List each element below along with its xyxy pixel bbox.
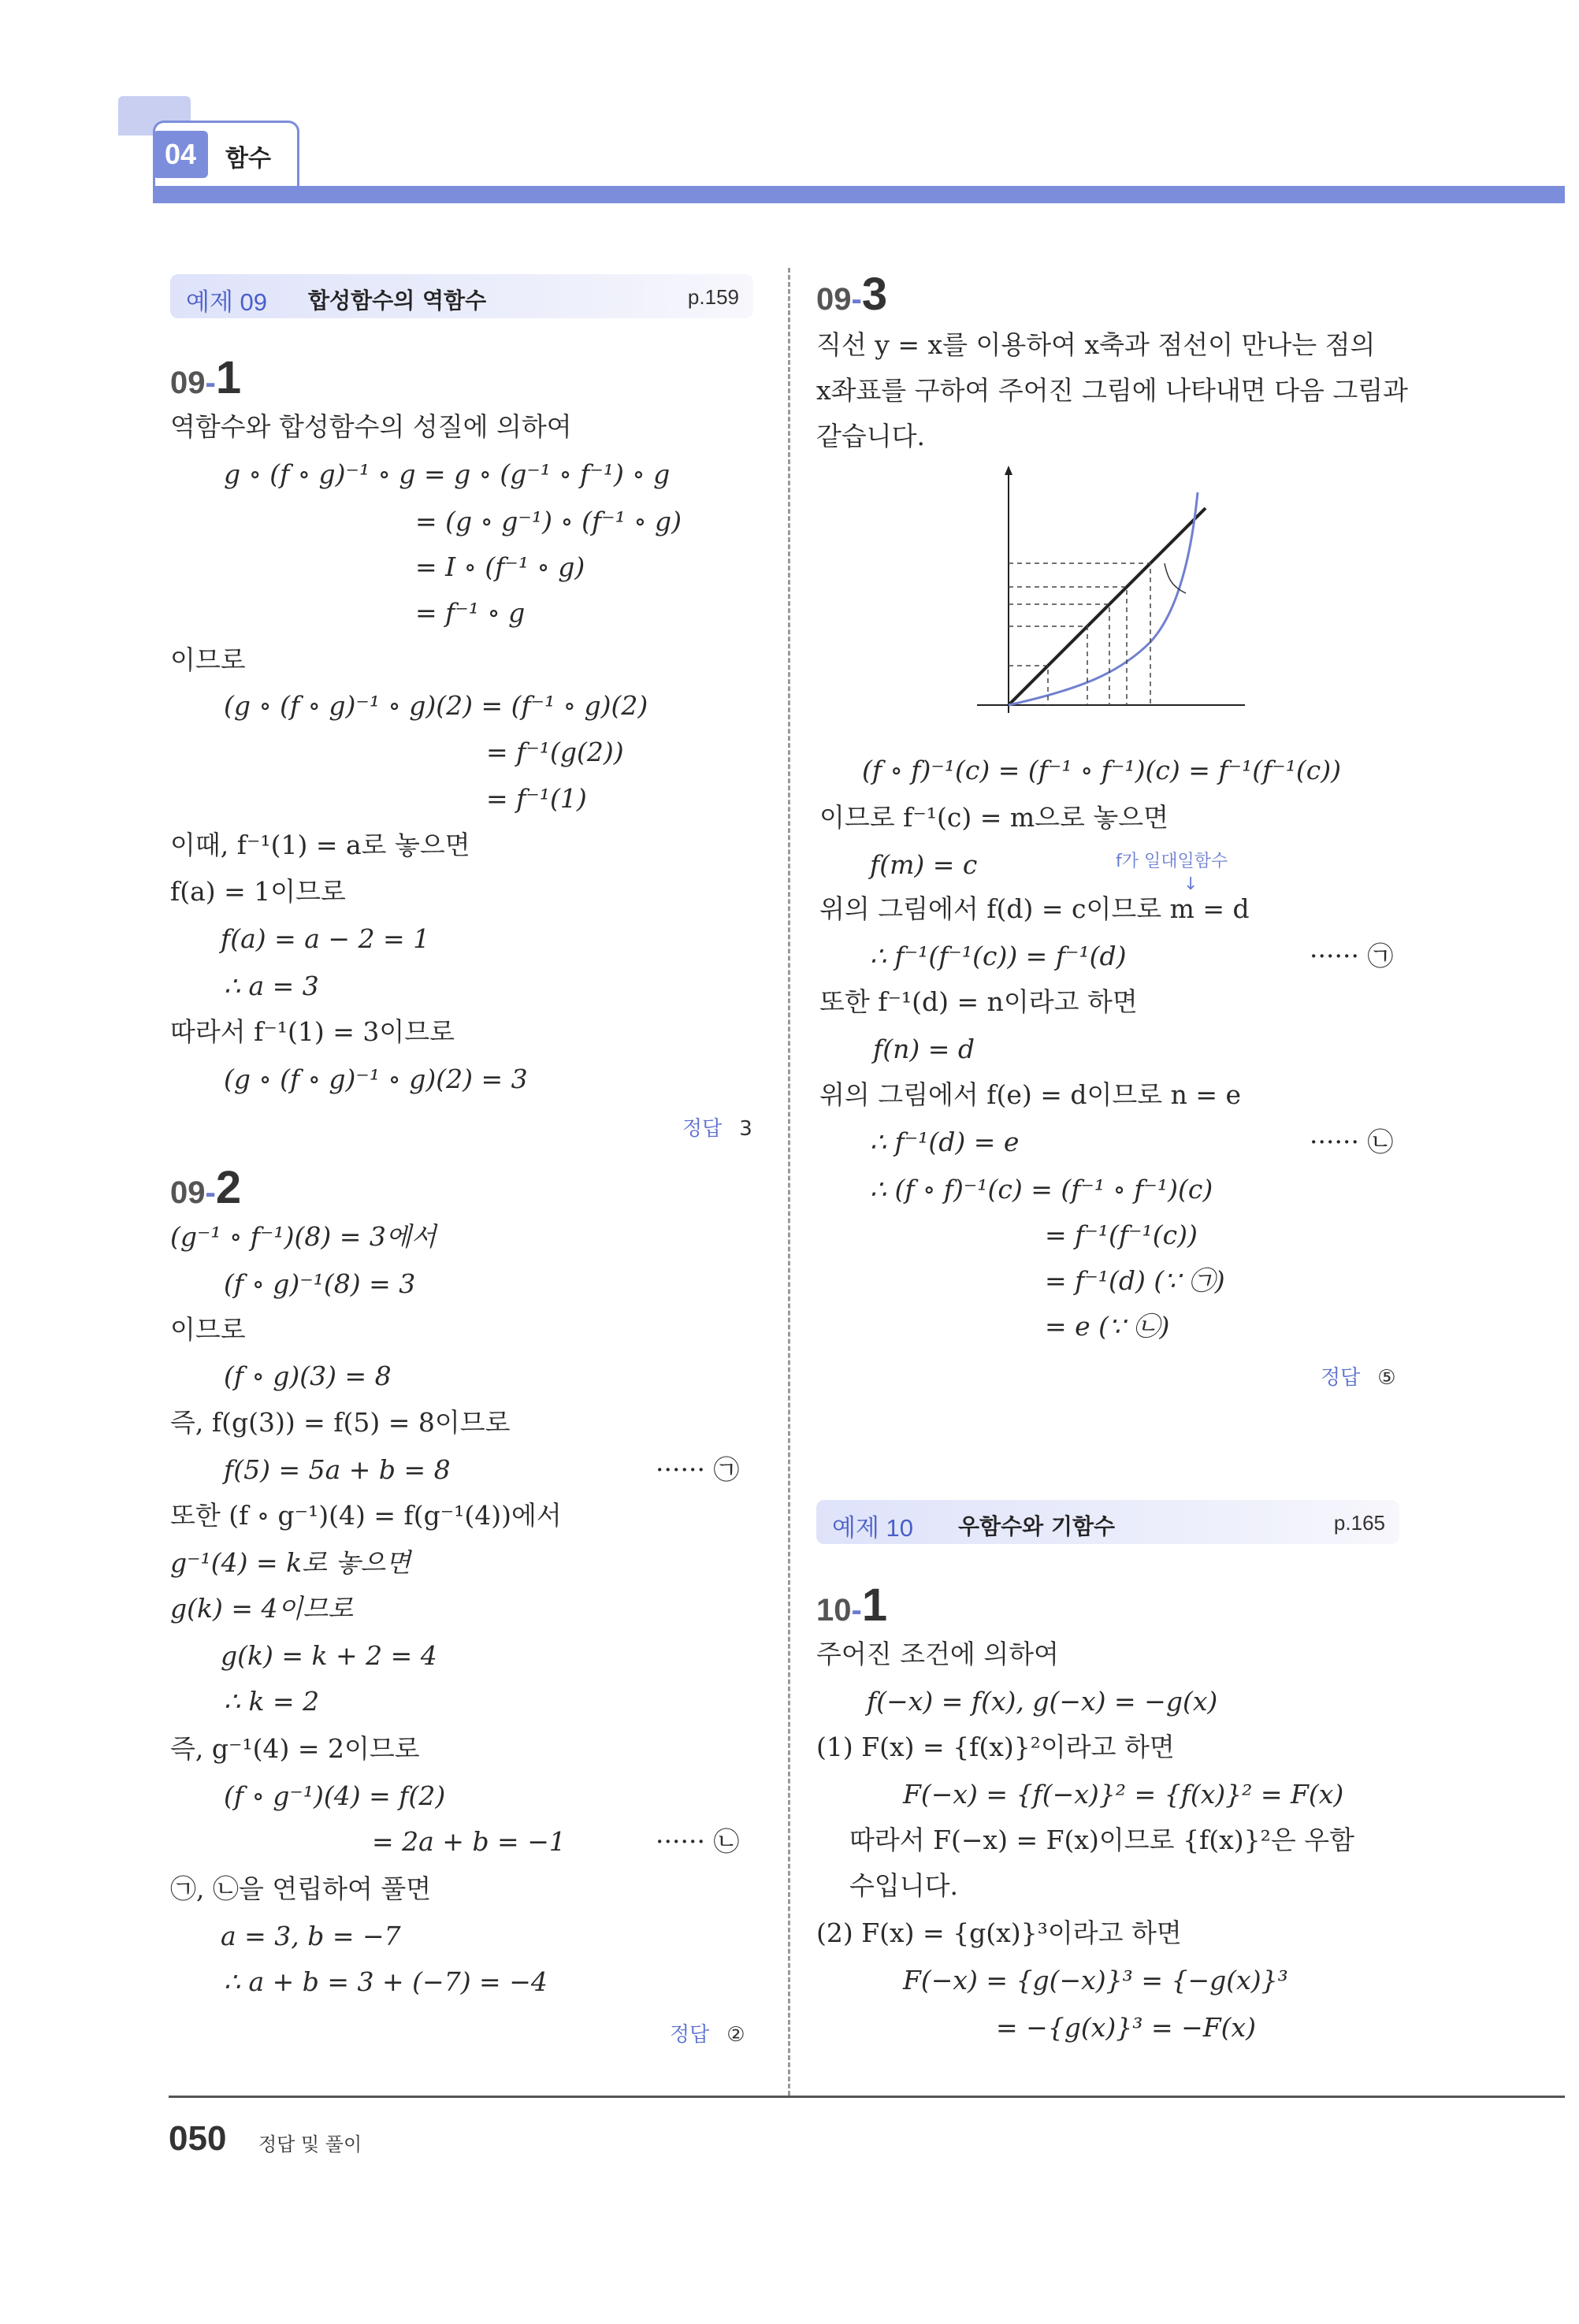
math-line: = (g ∘ g⁻¹) ∘ (f⁻¹ ∘ g): [415, 506, 682, 536]
chapter-title: 함수: [225, 145, 271, 173]
answer-label: 정답: [1321, 1366, 1361, 1390]
math-line: ∴ a + b = 3 + (−7) = −4: [224, 1966, 548, 1997]
marker: ······ ㉡: [656, 1826, 740, 1857]
math-line: ∴ f⁻¹(f⁻¹(c)) = f⁻¹(d): [870, 941, 1127, 971]
math-line: = f⁻¹(g(2)): [486, 737, 624, 767]
footer-rule: [169, 2096, 1565, 2098]
math-line: = f⁻¹ ∘ g: [415, 597, 526, 628]
math-line: g(k) = k + 2 = 4: [221, 1640, 437, 1671]
side-note: f가 일대일함수: [1116, 852, 1228, 871]
example-page-ref: p.165: [1333, 1511, 1385, 1535]
answer-value: ⑤: [1377, 1366, 1396, 1390]
text-line: 수입니다.: [849, 1870, 959, 1901]
math-line: = 2a + b = −1: [372, 1826, 566, 1857]
answer: [670, 2018, 745, 2047]
page-number: 050: [169, 2119, 227, 2158]
math-line: (g⁻¹ ∘ f⁻¹)(8) = 3에서: [170, 1221, 437, 1252]
math-line: ∴ a = 3: [224, 971, 319, 1001]
text-line: 이때, f⁻¹(1) = a로 놓으면: [170, 830, 470, 860]
text-line: 직선 y = x를 이용하여 x축과 점선이 만나는 점의: [816, 329, 1376, 360]
math-line: ∴ k = 2: [224, 1686, 320, 1717]
example-title: 합성함수의 역함수: [308, 288, 487, 314]
footer-label: 정답 및 풀이: [258, 2133, 362, 2155]
text-line: 즉, g⁻¹(4) = 2이므로: [170, 1733, 420, 1764]
text-line: 주어진 조건에 의하여: [816, 1639, 1059, 1669]
text-line: 위의 그림에서 f(e) = d이므로 n = e: [819, 1079, 1242, 1110]
example-10-bar: [816, 1500, 1399, 1544]
problem-number: 10-1: [816, 1580, 888, 1631]
chapter-number-badge: 04: [153, 131, 208, 178]
math-line: (f ∘ f)⁻¹(c) = (f⁻¹ ∘ f⁻¹)(c) = f⁻¹(f⁻¹(c)): [862, 755, 1342, 785]
math-line: f(m) = c: [870, 849, 978, 880]
text-line: 또한 f⁻¹(d) = n이라고 하면: [819, 986, 1138, 1017]
math-line: f(n) = d: [873, 1034, 975, 1064]
text-line: 위의 그림에서 f(d) = c이므로 m = d: [819, 893, 1250, 924]
curve-f: [1009, 492, 1198, 705]
math-line: (f ∘ g⁻¹)(4) = f(2): [224, 1780, 446, 1811]
math-line: ∴ (f ∘ f)⁻¹(c) = (f⁻¹ ∘ f⁻¹)(c): [870, 1174, 1213, 1205]
math-line: = f⁻¹(1): [486, 783, 587, 814]
example-label: 예제 09: [186, 288, 267, 316]
text-line: ㉠, ㉡을 연립하여 풀면: [170, 1873, 432, 1904]
math-line: g ∘ (f ∘ g)⁻¹ ∘ g = g ∘ (g⁻¹ ∘ f⁻¹) ∘ g: [224, 458, 671, 489]
marker: ······ ㉠: [656, 1454, 740, 1485]
math-line: = f⁻¹(d) (∵ ㉠): [1045, 1265, 1225, 1296]
math-line: = f⁻¹(f⁻¹(c)): [1045, 1220, 1198, 1250]
math-line: F(−x) = {g(−x)}³ = {−g(x)}³: [903, 1965, 1288, 1995]
text-line: 즉, f(g(3)) = f(5) = 8이므로: [170, 1407, 511, 1438]
line-y-equals-x: [1009, 508, 1206, 705]
math-line: (f ∘ g)(3) = 8: [224, 1361, 392, 1391]
math-line: (g ∘ (f ∘ g)⁻¹ ∘ g)(2) = 3: [224, 1064, 528, 1094]
example-title: 우함수와 기함수: [958, 1513, 1116, 1539]
text-line: 또한 (f ∘ g⁻¹)(4) = f(g⁻¹(4))에서: [170, 1500, 562, 1531]
math-line: (g ∘ (f ∘ g)⁻¹ ∘ g)(2) = (f⁻¹ ∘ g)(2): [224, 690, 648, 721]
answer-label: 정답: [670, 2023, 710, 2047]
answer-value: 3: [739, 1117, 752, 1141]
text-line: 따라서 F(−x) = F(x)이므로 {f(x)}²은 우함: [849, 1825, 1354, 1855]
problem-number: 09-3: [816, 269, 888, 320]
marker: ······ ㉠: [1310, 941, 1394, 971]
text-line: 따라서 f⁻¹(1) = 3이므로: [170, 1016, 455, 1047]
math-line: = e (∵ ㉡): [1045, 1311, 1170, 1342]
answer: [1321, 1361, 1396, 1390]
text-line: f(a) = 1이므로: [170, 876, 346, 907]
marker: ······ ㉡: [1310, 1127, 1394, 1157]
math-line: g(k) = 4이므로: [170, 1593, 354, 1624]
text-line: x좌표를 구하여 주어진 그림에 나타내면 다음 그림과: [816, 375, 1408, 406]
note-arrow: ↓: [1183, 874, 1198, 894]
text-line: 역함수와 합성함수의 성질에 의하여: [170, 411, 572, 442]
example-page-ref: p.159: [687, 285, 739, 309]
text-line: 같습니다.: [816, 421, 926, 451]
math-line: a = 3, b = −7: [221, 1921, 401, 1951]
text-line: 이므로: [170, 1314, 246, 1345]
header-rule: [153, 186, 1565, 203]
answer-label: 정답: [682, 1117, 723, 1141]
column-divider: [788, 268, 790, 2096]
problem-number: 09-2: [170, 1162, 242, 1213]
math-line: ∴ f⁻¹(d) = e: [870, 1127, 1020, 1157]
example-09-bar: [170, 274, 753, 318]
math-line: f(−x) = f(x), g(−x) = −g(x): [867, 1686, 1218, 1717]
math-line: (f ∘ g)⁻¹(8) = 3: [224, 1268, 416, 1299]
math-line: = −{g(x)}³ = −F(x): [996, 2012, 1257, 2043]
problem-number: 09-1: [170, 352, 242, 403]
text-line: 이므로 f⁻¹(c) = m으로 놓으면: [819, 802, 1169, 833]
function-graph: [961, 461, 1261, 737]
math-line: F(−x) = {f(−x)}² = {f(x)}² = F(x): [903, 1779, 1344, 1810]
text-line: (1) F(x) = {f(x)}²이라고 하면: [816, 1732, 1175, 1762]
math-line: f(a) = a − 2 = 1: [221, 923, 430, 954]
answer: [682, 1112, 752, 1142]
math-line: g⁻¹(4) = k로 놓으면: [170, 1547, 411, 1578]
math-line: = I ∘ (f⁻¹ ∘ g): [415, 551, 585, 582]
example-label: 예제 10: [832, 1514, 913, 1542]
y-axis-arrow: [1005, 466, 1012, 475]
text-line: (2) F(x) = {g(x)}³이라고 하면: [816, 1917, 1182, 1948]
text-line: 이므로: [170, 644, 246, 675]
math-line: f(5) = 5a + b = 8: [224, 1454, 451, 1485]
answer-value: ②: [726, 2023, 745, 2047]
